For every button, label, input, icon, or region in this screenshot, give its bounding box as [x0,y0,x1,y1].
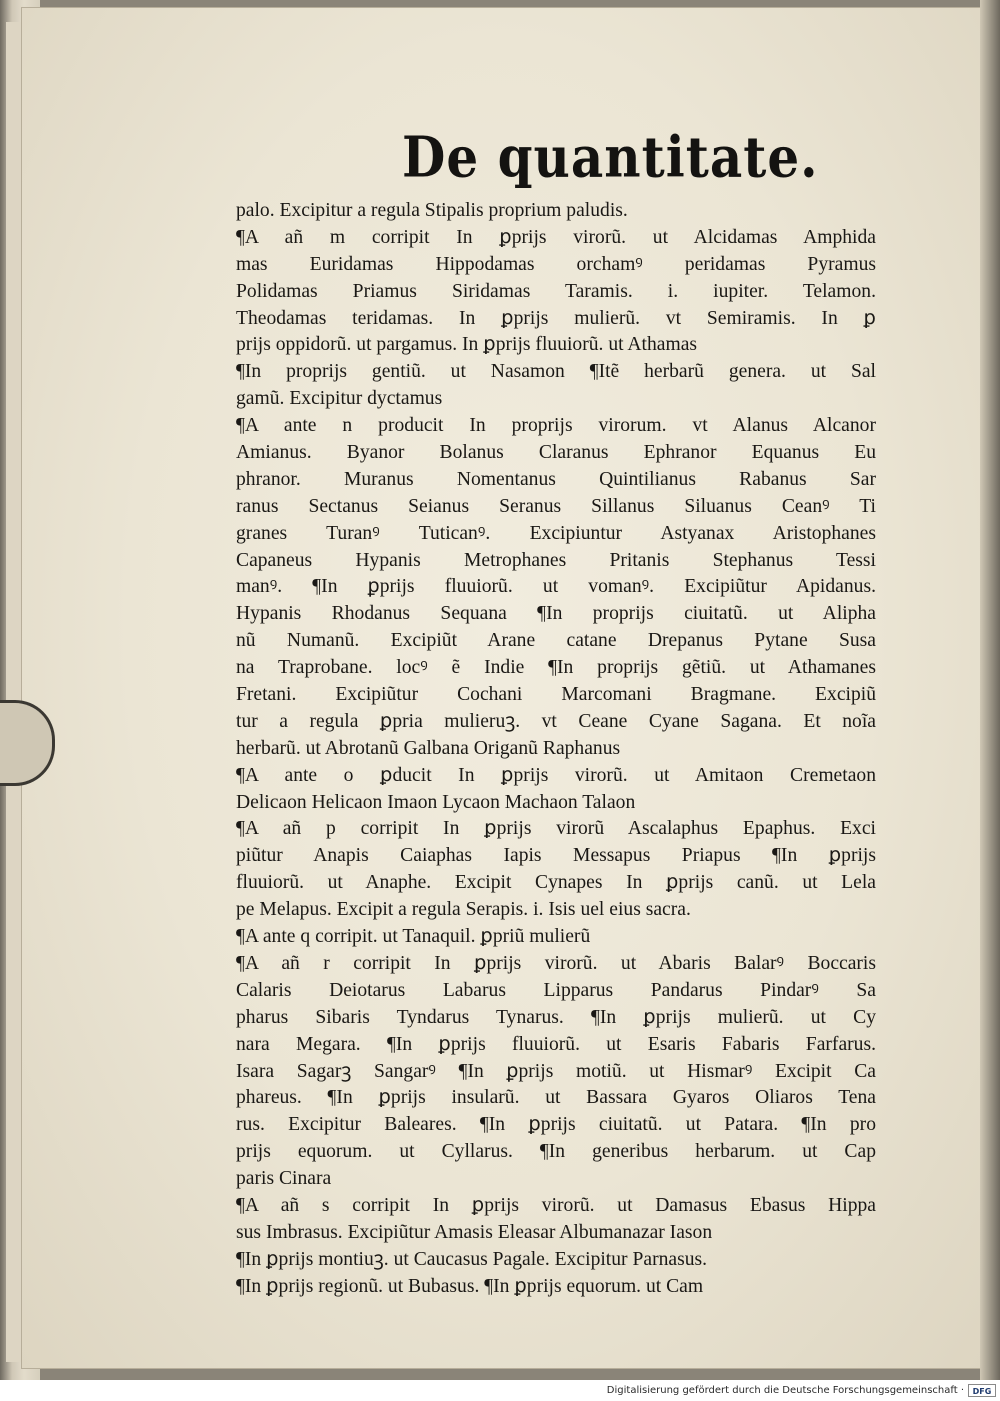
text-line: tur a regula ꝑpria mulieruꝫ. vt Ceane Cyane Sagana. Et noĩa [236,710,876,732]
text-line: Fretani. Excipiũtur Cochani Marcomani Bragmane. Excipiũ [236,684,876,706]
text-line: phareus. ¶In ꝑprijs insularũ. ut Bassara Gyaros Oliaros Tena [236,1087,876,1109]
running-head: De quantitate. [402,124,819,191]
text-line: ¶In ꝑprijs regionũ. ut Bubasus. ¶In ꝑprijs equorum. ut Cam [236,1275,704,1297]
text-line: ¶A añ m corripit In ꝑprijs virorũ. ut Alcidamas Amphida [236,226,876,248]
text-line: gamũ. Excipitur dyctamus [236,388,443,410]
text-line: Theodamas teridamas. In ꝑprijs mulierũ. vt Semiramis. In ꝑ [236,307,876,329]
text-line: ¶A añ s corripit In ꝑprijs virorũ. ut Damasus Ebasus Hippa [236,1194,876,1216]
text-line: paris Cinara [236,1168,332,1190]
text-line: manꝰ. ¶In ꝑprijs fluuiorũ. ut vomanꝰ. Excipiũtur Apidanus. [236,576,876,598]
text-line: Calaris Deiotarus Labarus Lipparus Pandarus Pindarꝰ Sa [236,979,876,1001]
text-line: fluuiorũ. ut Anaphe. Excipit Cynapes In ꝑprijs canũ. ut Lela [236,872,876,894]
text-line: granes Turanꝰ Tuticanꝰ. Excipiuntur Astyanax Aristophanes [236,522,876,544]
text-line: pe Melapus. Excipit a regula Serapis. i. Isis uel eius sacra. [236,899,691,921]
text-line: Hypanis Rhodanus Sequana ¶In proprijs ciuitatũ. ut Alipha [236,603,876,625]
text-line: ranus Sectanus Seianus Seranus Sillanus Siluanus Ceanꝰ Ti [236,495,876,517]
text-block [236,198,876,1301]
text-line: ¶A ante n producit In proprijs virorum. vt Alanus Alcanor [236,415,876,437]
text-line: ¶In proprijs gentiũ. ut Nasamon ¶Itẽ herbarũ genera. ut Sal [236,361,876,383]
text-line: ¶In ꝑprijs montiuꝫ. ut Caucasus Pagale. Excipitur Parnasus. [236,1248,708,1270]
text-line: Amianus. Byanor Bolanus Claranus Ephranor Equanus Eu [236,442,876,464]
text-line: pharus Sibaris Tyndarus Tynarus. ¶In ꝑprijs mulierũ. ut Cy [236,1006,876,1028]
text-line: Delicaon Helicaon Imaon Lycaon Machaon Talaon [236,791,636,813]
text-line: ¶A añ p corripit In ꝑprijs virorũ Ascalaphus Epaphus. Exci [236,818,876,840]
book-edge-right [980,0,1000,1380]
text-line: ¶A ante q corripit. ut Tanaquil. ꝑpriũ mulierũ [236,926,591,948]
book-page [22,8,982,1368]
text-line: piũtur Anapis Caiaphas Iapis Messapus Priapus ¶In ꝑprijs [236,845,876,867]
text-line: Capaneus Hypanis Metrophanes Pritanis Stephanus Tessi [236,549,876,571]
text-line: Polidamas Priamus Siridamas Taramis. i. iupiter. Telamon. [236,280,876,302]
text-line: mas Euridamas Hippodamas orchamꝰ peridamas Pyramus [236,253,876,275]
text-line: rus. Excipitur Baleares. ¶In ꝑprijs ciuitatũ. ut Patara. ¶In pro [236,1114,876,1136]
text-line: phranor. Muranus Nomentanus Quintilianus Rabanus Sar [236,468,876,490]
text-line: Isara Sagarꝫ Sangarꝰ ¶In ꝑprijs motiũ. ut Hismarꝰ Excipit Ca [236,1060,876,1082]
text-line: ¶A ante o ꝑducit In ꝑprijs virorũ. ut Amitaon Cremetaon [236,764,876,786]
text-line: nũ Numanũ. Excipiũt Arane catane Drepanus Pytane Susa [236,630,876,652]
text-line: sus Imbrasus. Excipiũtur Amasis Eleasar Albumanazar Iason [236,1221,713,1243]
text-line: ¶A añ r corripit In ꝑprijs virorũ. ut Abaris Balarꝰ Boccaris [236,952,876,974]
text-line: prijs equorum. ut Cyllarus. ¶In generibus herbarum. ut Cap [236,1141,876,1163]
text-line: nara Megara. ¶In ꝑprijs fluuiorũ. ut Esaris Fabaris Farfarus. [236,1033,876,1055]
text-line: palo. Excipitur a regula Stipalis proprium paludis. [236,200,628,221]
text-line: herbarũ. ut Abrotanũ Galbana Origanũ Raphanus [236,737,621,759]
text-line: prijs oppidorũ. ut pargamus. In ꝑprijs fluuiorũ. ut Athamas [236,334,698,356]
digitization-credit: Digitalisierung gefördert durch die Deutsche Forschungsgemeinschaft · [606,1385,964,1396]
dfg-logo: DFG [968,1384,996,1397]
text-line: na Traprobane. locꝰ ẽ Indie ¶In proprijs gẽtiũ. ut Athamanes [236,657,876,679]
